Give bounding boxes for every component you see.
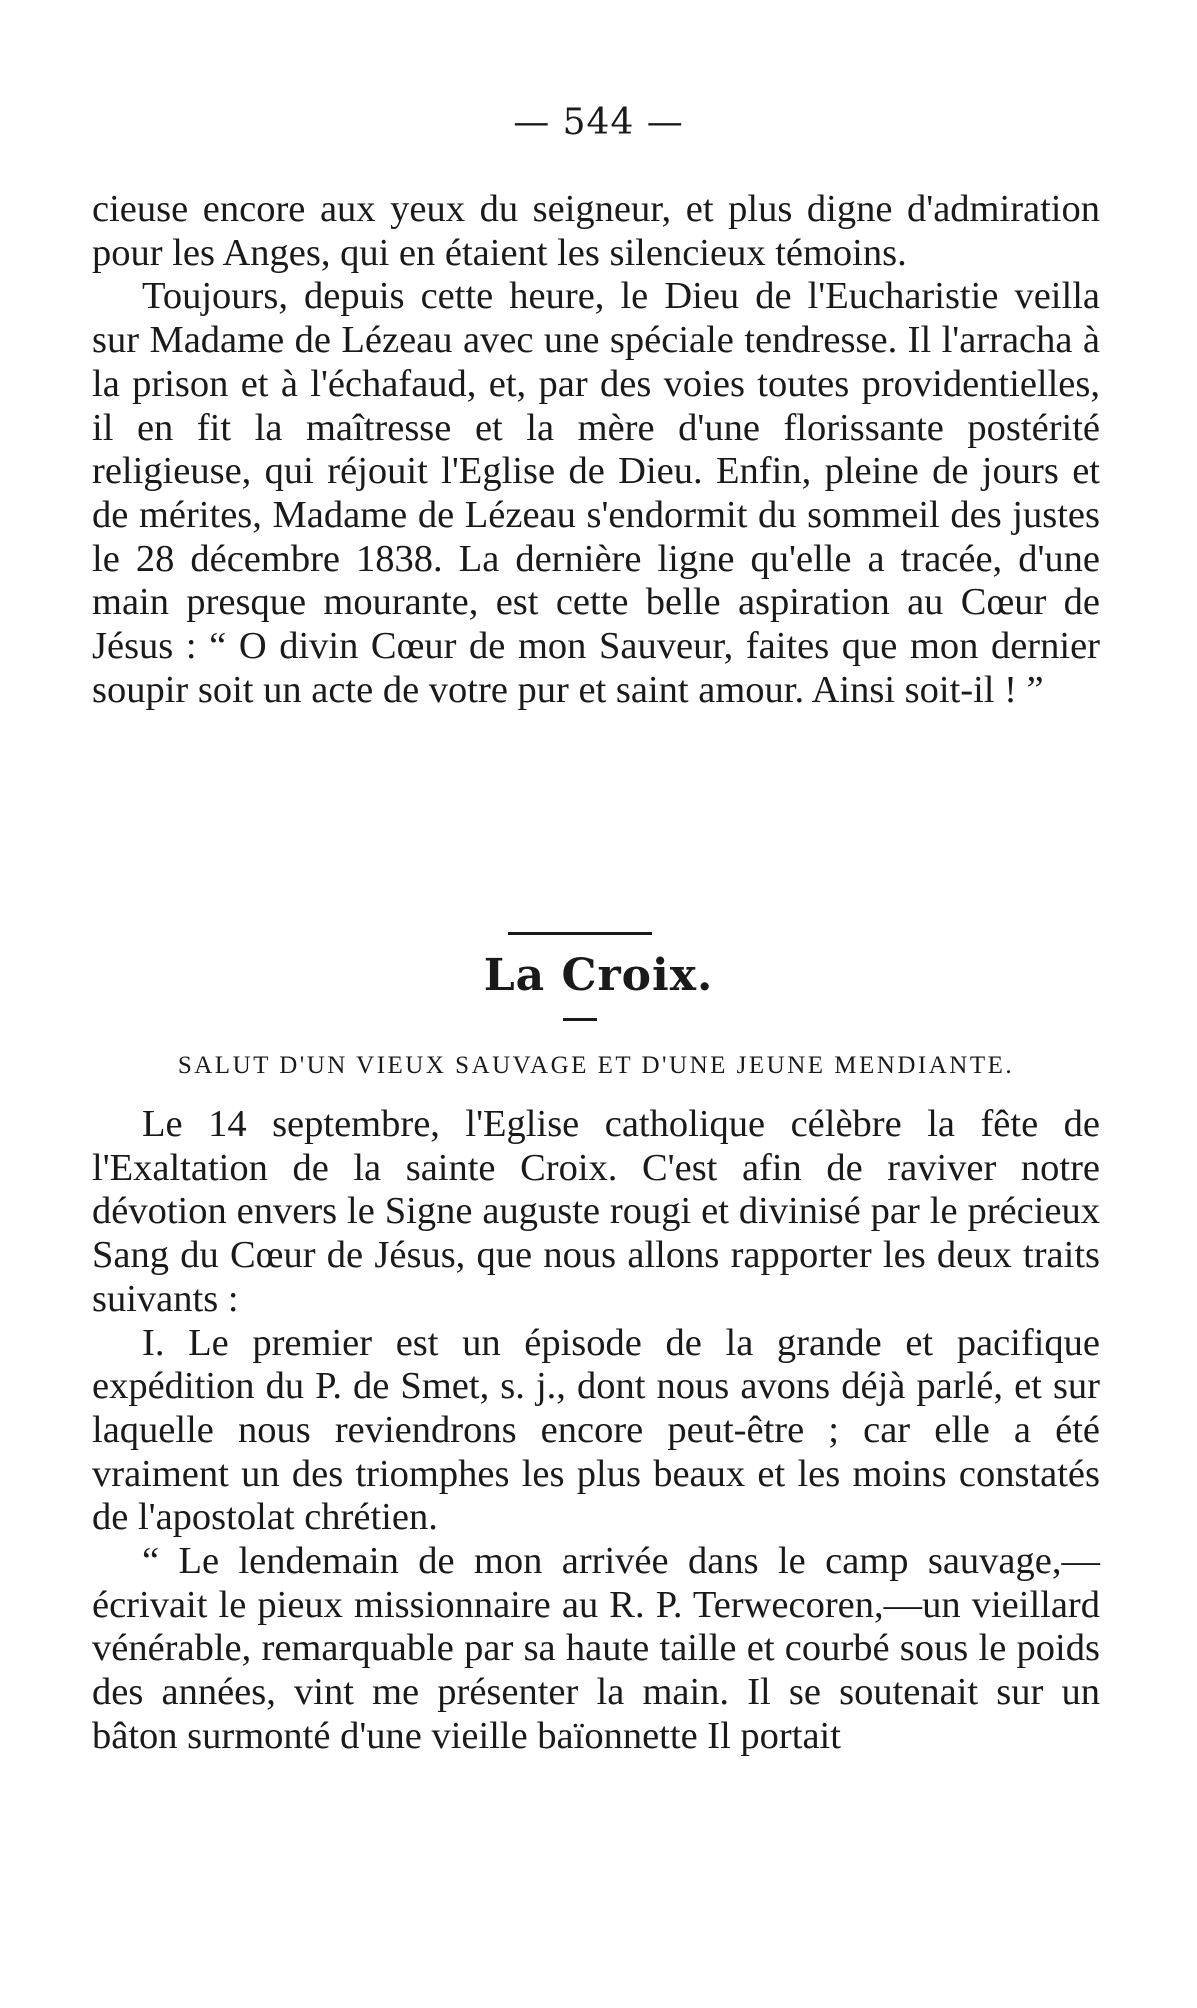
- paragraph-exaltation: Le 14 septembre, l'Eglise catholique célèbre la fête de l'Exaltation de la sainte Croix. C'est afin de raviver notre dévotion envers le Signe auguste rougi et divinisé par le précieux Sang du Cœur de Jésus, que nous allons rapporter les deux traits suivants :: [92, 1103, 1100, 1320]
- text-block-top: [92, 188, 1100, 712]
- paragraph-quote: “ Le lendemain de mon arrivée dans le camp sauvage,—écrivait le pieux missionnaire au R. P. Terwecoren,—un vieillard vénérable, remarquable par sa haute taille et courbé sous le poids des années, vint me présenter la main. Il se soutenait sur un bâton surmonté d'une vieille baïonnette Il portait: [92, 1540, 1100, 1757]
- text-block-bottom: [92, 1103, 1100, 1759]
- section-subtitle: SALUT D'UN VIEUX SAUVAGE ET D'UNE JEUNE MENDIANTE.: [177, 1052, 1015, 1079]
- paragraph-lezeau: Toujours, depuis cette heure, le Dieu de l'Eucharistie veilla sur Madame de Lézeau avec une spéciale tendresse. Il l'arracha à la prison et à l'échafaud, et, par des voies toutes providentielles, il en fit la maîtresse et la mère d'une florissante postérité religieuse, qui réjouit l'Eglise de Dieu. Enfin, pleine de jours et de mérites, Madame de Lézeau s'endormit du sommeil des justes le 28 décembre 1838. La dernière ligne qu'elle a tracée, d'une main presque mourante, est cette belle aspiration au Cœur de Jésus : “ O divin Cœur de mon Sauveur, faites que mon dernier soupir soit un acte de votre pur et saint amour. Ainsi soit-il ! ”: [92, 275, 1100, 711]
- page-number: — 544 —: [513, 102, 684, 143]
- paragraph-episode-one: I. Le premier est un épisode de la grande et pacifique expédition du P. de Smet, s. j., dont nous avons déjà parlé, et sur laquelle nous reviendrons encore peut-être ; car elle a été vraiment un des triomphes les plus beaux et les moins constatés de l'apostolat chrétien.: [92, 1321, 1100, 1539]
- section-title: La Croix.: [483, 950, 714, 1001]
- section-rule-bottom: [563, 1018, 597, 1021]
- section-rule-top: [508, 932, 652, 935]
- paragraph-continuation: cieuse encore aux yeux du seigneur, et plus digne d'admiration pour les Anges, qui en étaient les silencieux témoins.: [92, 188, 1100, 274]
